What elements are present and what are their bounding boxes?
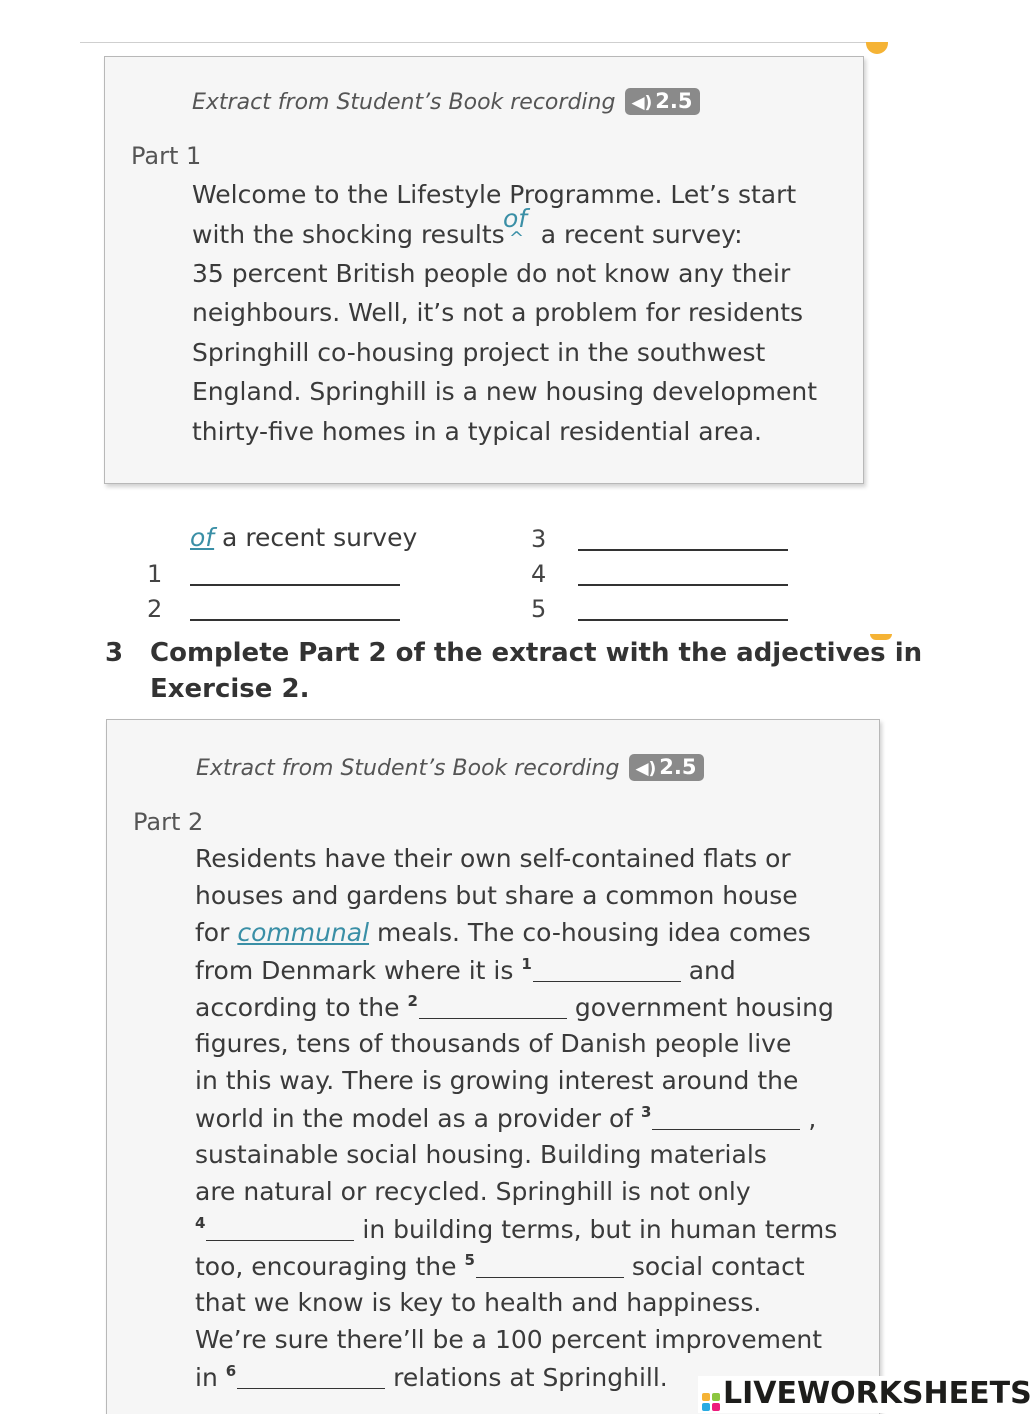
part1-line: neighbours. Well, it’s not a problem for residents — [192, 298, 804, 327]
answer-blank-2[interactable] — [190, 619, 400, 621]
answer-blank-5[interactable] — [578, 619, 788, 621]
example-answer: of a recent survey — [190, 523, 418, 552]
part2-line: from Denmark where it is $^1$ and — [195, 955, 736, 985]
speaker-icon: ◀) — [631, 93, 653, 113]
answer-number: 5 — [531, 595, 547, 623]
part2-line: according to the $^2$ government housing — [195, 992, 834, 1022]
gap-1[interactable] — [533, 961, 681, 982]
part1-extract-label: Extract from Student’s Book recording ◀) 2.5 — [192, 88, 700, 115]
part2-line: We’re sure there’ll be a 100 percent improvement — [195, 1325, 823, 1354]
corner-decoration — [866, 42, 888, 54]
part2-title: Part 2 — [133, 808, 204, 836]
part1-line: Welcome to the Lifestyle Programme. Let’s start — [192, 180, 797, 209]
part2-extract-label: Extract from Student’s Book recording ◀) 2.5 — [196, 754, 704, 781]
top-divider — [80, 42, 888, 43]
example-answer: communal — [237, 918, 370, 947]
insert-caret: ^ — [509, 228, 525, 249]
gap-5[interactable] — [476, 1257, 624, 1278]
answer-number: 1 — [147, 560, 163, 588]
part1-line: 35 percent British people do not know any their — [192, 259, 791, 288]
gap-3[interactable] — [652, 1109, 800, 1130]
part2-line: too, encouraging the $^5$ social contact — [195, 1251, 805, 1281]
exercise-instruction: Complete Part 2 of the extract with the adjectives in — [150, 638, 923, 668]
part1-title: Part 1 — [131, 142, 202, 170]
answer-number: 3 — [531, 525, 547, 553]
answer-blank-4[interactable] — [578, 584, 788, 586]
part2-line: for communal meals. The co-housing idea comes — [195, 918, 811, 947]
part2-line: sustainable social housing. Building materials — [195, 1140, 767, 1169]
part2-line: figures, tens of thousands of Danish people live — [195, 1029, 792, 1058]
liveworksheets-logo-icon — [702, 1393, 720, 1411]
part2-line: houses and gardens but share a common house — [195, 881, 798, 910]
handwritten-insert: of — [503, 204, 528, 233]
answer-blank-1[interactable] — [190, 584, 400, 586]
part2-line: are natural or recycled. Springhill is not only — [195, 1177, 751, 1206]
part2-line: world in the model as a provider of $^3$ , — [195, 1103, 817, 1133]
part1-line: England. Springhill is a new housing development — [192, 377, 818, 406]
part2-line: in this way. There is growing interest around the — [195, 1066, 799, 1095]
gap-2[interactable] — [419, 998, 567, 1019]
part2-line: $^4$ in building terms, but in human terms — [195, 1214, 838, 1244]
part1-line: thirty-five homes in a typical residential area. — [192, 417, 762, 446]
recording-badge[interactable]: ◀) 2.5 — [625, 88, 700, 115]
part2-line: Residents have their own self-contained flats or — [195, 844, 791, 873]
answer-blank-3[interactable] — [578, 549, 788, 551]
answer-number: 4 — [531, 560, 547, 588]
part1-line: Springhill co-housing project in the southwest — [192, 338, 766, 367]
answer-number: 2 — [147, 595, 163, 623]
speaker-icon: ◀) — [635, 759, 657, 779]
part2-line: in $^6$ relations at Springhill. — [195, 1362, 668, 1392]
gap-6[interactable] — [237, 1368, 385, 1389]
part1-line: with the shocking results a recent survey: — [192, 220, 743, 249]
gap-4[interactable] — [206, 1220, 354, 1241]
exercise-instruction: Exercise 2. — [150, 674, 310, 704]
exercise-number: 3 — [105, 638, 124, 668]
recording-badge[interactable]: ◀) 2.5 — [629, 754, 704, 781]
liveworksheets-logo[interactable]: LIVEWORKSHEETS — [698, 1376, 1036, 1413]
part2-line: that we know is key to health and happiness. — [195, 1288, 762, 1317]
